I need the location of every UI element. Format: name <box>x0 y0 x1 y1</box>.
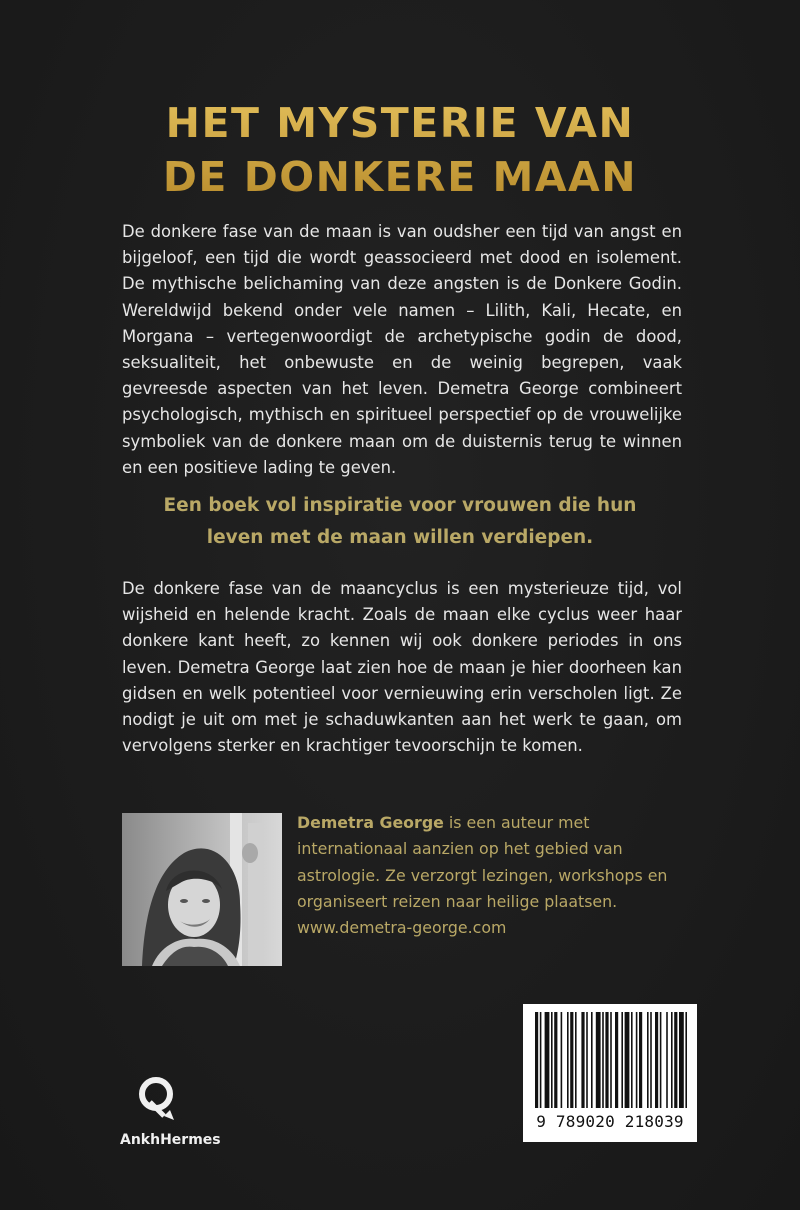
book-title <box>0 96 800 204</box>
publisher-name: AnkhHermes <box>120 1132 221 1148</box>
author-bio-text: is een auteur met internationaal aanzien op het gebied van astrologie. Ze verzorgt lezingen, workshops en organiseert reizen naar heilige plaatsen. <box>297 813 668 911</box>
title-line-1: HET MYSTERIE VAN <box>165 99 635 147</box>
blurb-paragraph-2: De donkere fase van de maancyclus is een mysterieuze tijd, vol wijsheid en helende kracht. Zoals de maan elke cyclus weer haar donkere kant heeft, zo kennen wij ook donkere periodes in ons leven. Demetra George laat zien hoe de maan je hier doorheen kan gidsen en welk potentieel voor vernieuwing erin verscholen ligt. Ze nodigt je uit om met je schaduwkanten aan het werk te gaan, om vervolgens sterker en krachtiger tevoorschijn te komen. <box>122 579 682 756</box>
author-website: www.demetra-george.com <box>297 918 507 938</box>
blurb-paragraph-1: De donkere fase van de maan is van oudsher een tijd van angst en bijgeloof, een tijd die wordt geassocieerd met dood en isolement. De mythische belichaming van deze angsten is de Donkere Godin. Wereldwijd bekend onder vele namen – Lilith, Kali, Hecate, en Morgana – vertegenwoordigt de archetypische godin de dood, seksualiteit, het onbewuste en de weinig begrepen, vaak gevreesde aspecten van het leven. Demetra George combineert psychologisch, mythisch en spiritueel perspectief op de vrouwelijke symboliek van de donkere maan om de duisternis terug te winnen en een positieve lading te geven. <box>122 222 682 477</box>
ankh-logo-icon <box>134 1076 182 1126</box>
isbn-barcode <box>523 1004 697 1142</box>
tagline-quote <box>120 490 680 554</box>
quote-line-2: leven met de maan willen verdiepen. <box>206 527 594 548</box>
author-name: Demetra George <box>297 813 444 832</box>
isbn-number: 9 789020 218039 <box>536 1112 684 1131</box>
author-portrait-image <box>122 813 282 966</box>
barcode-bars <box>523 1004 697 1114</box>
author-photo <box>122 813 282 966</box>
author-bio <box>297 810 692 941</box>
quote-line-1: Een boek vol inspiratie voor vrouwen die hun <box>163 495 637 516</box>
title-line-2: DE DONKERE MAAN <box>162 153 638 201</box>
publisher-logo <box>120 1076 221 1148</box>
